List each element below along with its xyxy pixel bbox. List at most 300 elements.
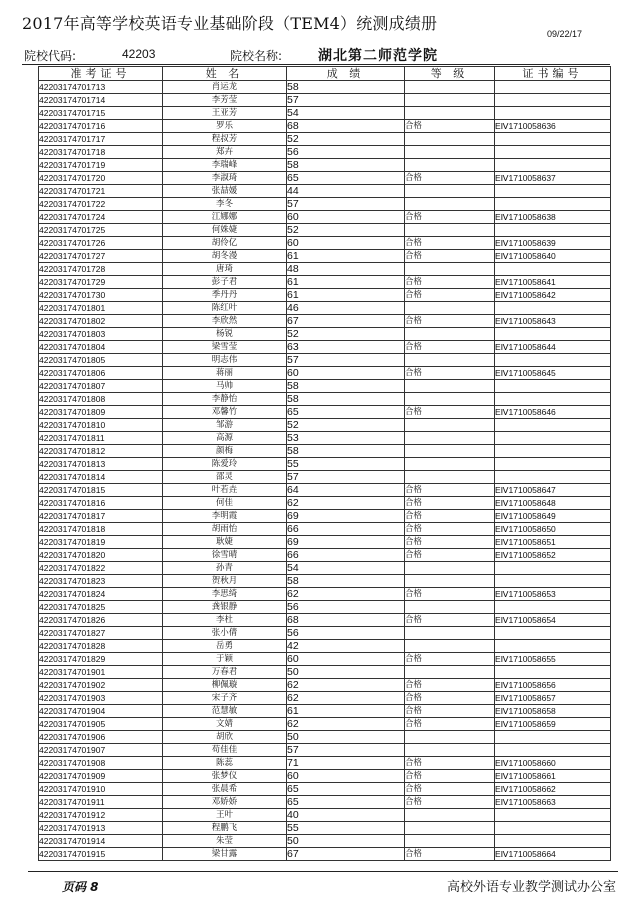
name-cell: 李瑞峰 — [163, 159, 287, 172]
score-cell: 50 — [287, 835, 405, 848]
grade-cell — [405, 835, 495, 848]
table-row — [39, 406, 611, 419]
name-cell: 季丹丹 — [163, 289, 287, 302]
name-cell: 李欣然 — [163, 315, 287, 328]
score-cell: 67 — [287, 848, 405, 861]
column-header-score: 成 绩 — [287, 67, 405, 81]
certificate-cell — [495, 198, 611, 211]
table-row — [39, 796, 611, 809]
name-cell: 李明霞 — [163, 510, 287, 523]
exam-id-cell: 42203174701726 — [39, 237, 163, 250]
grade-cell — [405, 146, 495, 159]
grade-cell: 合格 — [405, 718, 495, 731]
exam-id-cell: 42203174701903 — [39, 692, 163, 705]
certificate-cell — [495, 81, 611, 94]
table-row — [39, 302, 611, 315]
name-cell: 李芳莹 — [163, 94, 287, 107]
grade-cell: 合格 — [405, 757, 495, 770]
certificate-cell — [495, 458, 611, 471]
name-cell: 邓馨竹 — [163, 406, 287, 419]
score-cell: 40 — [287, 809, 405, 822]
grade-cell: 合格 — [405, 705, 495, 718]
exam-id-cell: 42203174701729 — [39, 276, 163, 289]
table-row — [39, 224, 611, 237]
score-cell: 61 — [287, 250, 405, 263]
table-row — [39, 315, 611, 328]
exam-id-cell: 42203174701714 — [39, 94, 163, 107]
school-code-label: 院校代码: — [24, 49, 77, 63]
name-cell: 胡欣 — [163, 731, 287, 744]
score-cell: 52 — [287, 328, 405, 341]
name-cell: 江娜娜 — [163, 211, 287, 224]
score-cell: 65 — [287, 783, 405, 796]
table-row — [39, 510, 611, 523]
score-cell: 58 — [287, 81, 405, 94]
print-date: 09/22/17 — [546, 29, 582, 39]
exam-id-cell: 42203174701804 — [39, 341, 163, 354]
exam-id-cell: 42203174701720 — [39, 172, 163, 185]
exam-id-cell: 42203174701904 — [39, 705, 163, 718]
name-cell: 程叔芳 — [163, 133, 287, 146]
grade-cell — [405, 419, 495, 432]
score-cell: 58 — [287, 445, 405, 458]
grade-cell — [405, 328, 495, 341]
table-row — [39, 198, 611, 211]
exam-id-cell: 42203174701817 — [39, 510, 163, 523]
score-cell: 62 — [287, 588, 405, 601]
page-title: 2017年高等学校英语专业基础阶段（TEM4）统测成绩册 — [22, 14, 438, 33]
score-cell: 58 — [287, 393, 405, 406]
certificate-cell — [495, 146, 611, 159]
column-header-grade: 等 级 — [405, 67, 495, 81]
name-cell: 徐雪晴 — [163, 549, 287, 562]
table-row — [39, 744, 611, 757]
table-row — [39, 341, 611, 354]
table-row — [39, 757, 611, 770]
name-cell: 张晨希 — [163, 783, 287, 796]
name-cell: 邹游 — [163, 419, 287, 432]
certificate-cell: EⅣ1710058636 — [495, 120, 611, 133]
table-row — [39, 497, 611, 510]
school-info-bar — [22, 45, 610, 63]
exam-id-cell: 42203174701808 — [39, 393, 163, 406]
exam-id-cell: 42203174701902 — [39, 679, 163, 692]
table-row — [39, 588, 611, 601]
table-row — [39, 484, 611, 497]
table-row — [39, 627, 611, 640]
grade-cell — [405, 562, 495, 575]
certificate-cell — [495, 94, 611, 107]
table-row — [39, 848, 611, 861]
grade-cell — [405, 302, 495, 315]
exam-id-cell: 42203174701722 — [39, 198, 163, 211]
name-cell: 万春君 — [163, 666, 287, 679]
score-cell: 46 — [287, 302, 405, 315]
table-row — [39, 367, 611, 380]
name-cell: 梁甘露 — [163, 848, 287, 861]
table-row — [39, 445, 611, 458]
table-row — [39, 718, 611, 731]
table-row — [39, 562, 611, 575]
name-cell: 杨锐 — [163, 328, 287, 341]
column-header-certificate: 证书编号 — [495, 67, 611, 81]
exam-id-cell: 42203174701906 — [39, 731, 163, 744]
name-cell: 王亚芳 — [163, 107, 287, 120]
score-cell: 57 — [287, 94, 405, 107]
score-cell: 57 — [287, 471, 405, 484]
grade-cell — [405, 380, 495, 393]
name-cell: 肖运龙 — [163, 81, 287, 94]
table-row — [39, 705, 611, 718]
grade-cell — [405, 198, 495, 211]
table-row — [39, 822, 611, 835]
grade-cell: 合格 — [405, 770, 495, 783]
name-cell: 蒋丽 — [163, 367, 287, 380]
score-cell: 71 — [287, 757, 405, 770]
exam-id-cell: 42203174701721 — [39, 185, 163, 198]
score-cell: 62 — [287, 718, 405, 731]
grade-cell — [405, 263, 495, 276]
exam-id-cell: 42203174701828 — [39, 640, 163, 653]
certificate-cell: EⅣ1710058663 — [495, 796, 611, 809]
name-cell: 文婧 — [163, 718, 287, 731]
score-cell: 69 — [287, 510, 405, 523]
certificate-cell: EⅣ1710058656 — [495, 679, 611, 692]
certificate-cell: EⅣ1710058637 — [495, 172, 611, 185]
name-cell: 陈蕊 — [163, 757, 287, 770]
score-cell: 64 — [287, 484, 405, 497]
certificate-cell — [495, 133, 611, 146]
table-row — [39, 133, 611, 146]
certificate-cell — [495, 419, 611, 432]
exam-id-cell: 42203174701717 — [39, 133, 163, 146]
certificate-cell: EⅣ1710058662 — [495, 783, 611, 796]
exam-id-cell: 42203174701910 — [39, 783, 163, 796]
score-cell: 52 — [287, 224, 405, 237]
name-cell: 胡伶亿 — [163, 237, 287, 250]
grade-cell: 合格 — [405, 523, 495, 536]
exam-id-cell: 42203174701807 — [39, 380, 163, 393]
certificate-cell: EⅣ1710058646 — [495, 406, 611, 419]
table-row — [39, 783, 611, 796]
grade-cell: 合格 — [405, 848, 495, 861]
score-cell: 50 — [287, 731, 405, 744]
grade-cell — [405, 159, 495, 172]
table-row — [39, 692, 611, 705]
certificate-cell: EⅣ1710058652 — [495, 549, 611, 562]
score-cell: 58 — [287, 380, 405, 393]
table-row — [39, 458, 611, 471]
exam-id-cell: 42203174701824 — [39, 588, 163, 601]
header-divider — [22, 64, 610, 65]
certificate-cell: EⅣ1710058655 — [495, 653, 611, 666]
exam-id-cell: 42203174701915 — [39, 848, 163, 861]
grade-cell — [405, 471, 495, 484]
name-cell: 何佳 — [163, 497, 287, 510]
certificate-cell: EⅣ1710058654 — [495, 614, 611, 627]
table-row — [39, 471, 611, 484]
table-row — [39, 653, 611, 666]
exam-id-cell: 42203174701815 — [39, 484, 163, 497]
exam-id-cell: 42203174701724 — [39, 211, 163, 224]
table-row — [39, 523, 611, 536]
table-row — [39, 94, 611, 107]
grade-cell: 合格 — [405, 679, 495, 692]
name-cell: 李思绮 — [163, 588, 287, 601]
grade-cell: 合格 — [405, 120, 495, 133]
score-cell: 63 — [287, 341, 405, 354]
score-cell: 50 — [287, 666, 405, 679]
score-cell: 48 — [287, 263, 405, 276]
score-cell: 65 — [287, 406, 405, 419]
table-row — [39, 380, 611, 393]
table-row — [39, 211, 611, 224]
certificate-cell: EⅣ1710058653 — [495, 588, 611, 601]
exam-id-cell: 42203174701813 — [39, 458, 163, 471]
score-cell: 60 — [287, 653, 405, 666]
name-cell: 陈红叶 — [163, 302, 287, 315]
name-cell: 何姝婕 — [163, 224, 287, 237]
name-cell: 苟佳佳 — [163, 744, 287, 757]
table-row — [39, 679, 611, 692]
score-cell: 57 — [287, 198, 405, 211]
certificate-cell: EⅣ1710058661 — [495, 770, 611, 783]
grade-cell — [405, 575, 495, 588]
name-cell: 罗乐 — [163, 120, 287, 133]
grade-cell — [405, 744, 495, 757]
name-cell: 陈爱玲 — [163, 458, 287, 471]
certificate-cell — [495, 835, 611, 848]
certificate-cell — [495, 666, 611, 679]
certificate-cell — [495, 822, 611, 835]
score-cell: 44 — [287, 185, 405, 198]
grade-cell: 合格 — [405, 211, 495, 224]
grade-cell — [405, 731, 495, 744]
certificate-cell — [495, 575, 611, 588]
name-cell: 耿婕 — [163, 536, 287, 549]
table-row — [39, 289, 611, 302]
exam-id-cell: 42203174701905 — [39, 718, 163, 731]
score-cell: 60 — [287, 770, 405, 783]
grade-cell: 合格 — [405, 237, 495, 250]
score-cell: 57 — [287, 744, 405, 757]
certificate-cell — [495, 744, 611, 757]
score-cell: 61 — [287, 276, 405, 289]
table-row — [39, 120, 611, 133]
exam-id-cell: 42203174701801 — [39, 302, 163, 315]
score-cell: 61 — [287, 705, 405, 718]
grade-cell: 合格 — [405, 276, 495, 289]
table-row — [39, 159, 611, 172]
name-cell: 张喆媛 — [163, 185, 287, 198]
column-header-exam-id: 准考证号 — [39, 67, 163, 81]
score-cell: 56 — [287, 627, 405, 640]
certificate-cell — [495, 601, 611, 614]
score-cell: 62 — [287, 497, 405, 510]
grade-cell — [405, 601, 495, 614]
grade-cell — [405, 133, 495, 146]
name-cell: 颜梅 — [163, 445, 287, 458]
certificate-cell: EⅣ1710058647 — [495, 484, 611, 497]
certificate-cell: EⅣ1710058650 — [495, 523, 611, 536]
name-cell: 张小倩 — [163, 627, 287, 640]
name-cell: 高源 — [163, 432, 287, 445]
table-row — [39, 536, 611, 549]
grade-cell — [405, 81, 495, 94]
name-cell: 李静怡 — [163, 393, 287, 406]
table-row — [39, 731, 611, 744]
grade-cell — [405, 224, 495, 237]
name-cell: 胡冬漫 — [163, 250, 287, 263]
score-cell: 53 — [287, 432, 405, 445]
score-cell: 54 — [287, 562, 405, 575]
exam-id-cell: 42203174701811 — [39, 432, 163, 445]
name-cell: 岳勇 — [163, 640, 287, 653]
score-cell: 68 — [287, 120, 405, 133]
table-row — [39, 666, 611, 679]
name-cell: 贺秋月 — [163, 575, 287, 588]
exam-id-cell: 42203174701725 — [39, 224, 163, 237]
certificate-cell: EⅣ1710058660 — [495, 757, 611, 770]
school-name-value: 湖北第二师范学院 — [318, 48, 438, 64]
certificate-cell: EⅣ1710058659 — [495, 718, 611, 731]
table-row — [39, 185, 611, 198]
name-cell: 张梦仪 — [163, 770, 287, 783]
grade-cell — [405, 107, 495, 120]
table-row — [39, 172, 611, 185]
score-cell: 52 — [287, 419, 405, 432]
grade-cell — [405, 354, 495, 367]
grade-cell: 合格 — [405, 497, 495, 510]
grade-cell: 合格 — [405, 614, 495, 627]
score-cell: 62 — [287, 679, 405, 692]
grade-cell — [405, 185, 495, 198]
table-row — [39, 393, 611, 406]
exam-id-cell: 42203174701901 — [39, 666, 163, 679]
certificate-cell — [495, 302, 611, 315]
name-cell: 朱莹 — [163, 835, 287, 848]
score-table — [38, 66, 611, 861]
name-cell: 马帅 — [163, 380, 287, 393]
table-row — [39, 809, 611, 822]
certificate-cell: EⅣ1710058649 — [495, 510, 611, 523]
table-row — [39, 614, 611, 627]
school-code-value: 42203 — [122, 47, 156, 61]
score-cell: 65 — [287, 796, 405, 809]
certificate-cell — [495, 562, 611, 575]
exam-id-cell: 42203174701803 — [39, 328, 163, 341]
name-cell: 王叶 — [163, 809, 287, 822]
grade-cell: 合格 — [405, 172, 495, 185]
column-header-name: 姓 名 — [163, 67, 287, 81]
exam-id-cell: 42203174701802 — [39, 315, 163, 328]
exam-id-cell: 42203174701913 — [39, 822, 163, 835]
score-cell: 60 — [287, 211, 405, 224]
score-cell: 62 — [287, 692, 405, 705]
table-row — [39, 328, 611, 341]
exam-id-cell: 42203174701810 — [39, 419, 163, 432]
certificate-cell — [495, 380, 611, 393]
exam-id-cell: 42203174701912 — [39, 809, 163, 822]
exam-id-cell: 42203174701819 — [39, 536, 163, 549]
score-cell: 57 — [287, 354, 405, 367]
exam-id-cell: 42203174701822 — [39, 562, 163, 575]
certificate-cell: EⅣ1710058642 — [495, 289, 611, 302]
score-cell: 60 — [287, 237, 405, 250]
grade-cell: 合格 — [405, 367, 495, 380]
grade-cell: 合格 — [405, 484, 495, 497]
page-number: 页码 8 — [62, 880, 99, 894]
exam-id-cell: 42203174701914 — [39, 835, 163, 848]
exam-id-cell: 42203174701718 — [39, 146, 163, 159]
office-name: 高校外语专业教学测试办公室 — [446, 880, 616, 895]
exam-id-cell: 42203174701826 — [39, 614, 163, 627]
table-header-row — [39, 67, 611, 81]
score-cell: 55 — [287, 822, 405, 835]
certificate-cell — [495, 354, 611, 367]
certificate-cell: EⅣ1710058643 — [495, 315, 611, 328]
score-cell: 65 — [287, 172, 405, 185]
certificate-cell: EⅣ1710058645 — [495, 367, 611, 380]
table-row — [39, 432, 611, 445]
table-row — [39, 276, 611, 289]
table-row — [39, 146, 611, 159]
score-cell: 54 — [287, 107, 405, 120]
score-cell: 56 — [287, 146, 405, 159]
footer-divider — [28, 871, 618, 872]
name-cell: 唐琦 — [163, 263, 287, 276]
certificate-cell — [495, 432, 611, 445]
score-cell: 58 — [287, 575, 405, 588]
grade-cell — [405, 627, 495, 640]
certificate-cell — [495, 627, 611, 640]
name-cell: 孙青 — [163, 562, 287, 575]
name-cell: 柳佩璇 — [163, 679, 287, 692]
name-cell: 李冬 — [163, 198, 287, 211]
name-cell: 明志伟 — [163, 354, 287, 367]
score-cell: 66 — [287, 549, 405, 562]
exam-id-cell: 42203174701911 — [39, 796, 163, 809]
grade-cell: 合格 — [405, 692, 495, 705]
exam-id-cell: 42203174701825 — [39, 601, 163, 614]
score-cell: 67 — [287, 315, 405, 328]
certificate-cell — [495, 159, 611, 172]
grade-cell — [405, 822, 495, 835]
score-cell: 60 — [287, 367, 405, 380]
certificate-cell — [495, 107, 611, 120]
exam-id-cell: 42203174701907 — [39, 744, 163, 757]
certificate-cell — [495, 809, 611, 822]
name-cell: 胡雨怡 — [163, 523, 287, 536]
score-cell: 69 — [287, 536, 405, 549]
grade-cell — [405, 640, 495, 653]
exam-id-cell: 42203174701727 — [39, 250, 163, 263]
table-row — [39, 770, 611, 783]
name-cell: 叶若垚 — [163, 484, 287, 497]
name-cell: 彭子君 — [163, 276, 287, 289]
grade-cell: 合格 — [405, 796, 495, 809]
name-cell: 李淑琦 — [163, 172, 287, 185]
exam-id-cell: 42203174701716 — [39, 120, 163, 133]
name-cell: 龚银静 — [163, 601, 287, 614]
score-cell: 42 — [287, 640, 405, 653]
exam-id-cell: 42203174701806 — [39, 367, 163, 380]
grade-cell: 合格 — [405, 341, 495, 354]
score-cell: 56 — [287, 601, 405, 614]
exam-id-cell: 42203174701715 — [39, 107, 163, 120]
name-cell: 范慧敏 — [163, 705, 287, 718]
exam-id-cell: 42203174701818 — [39, 523, 163, 536]
